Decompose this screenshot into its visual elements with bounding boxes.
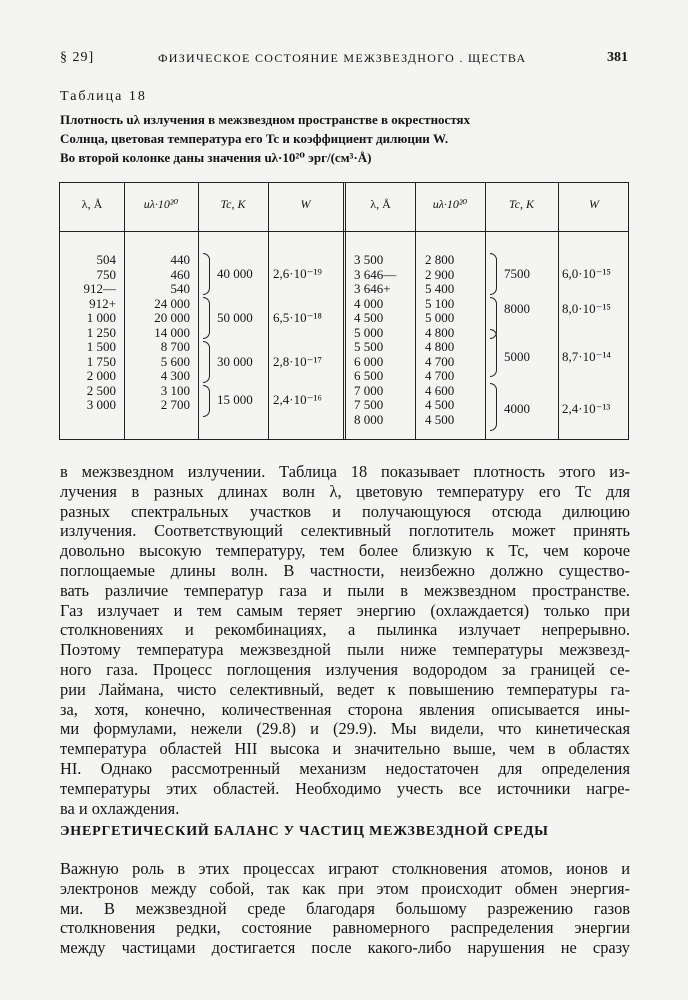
table-cell-u: 5 600: [160, 353, 190, 369]
table-cell-u: 460: [170, 266, 190, 282]
table-cell-lambda: 504: [96, 252, 116, 267]
table-cell-u: 4 800: [425, 324, 455, 340]
header-u: uλ·10²⁰: [432, 197, 468, 211]
text-line: столкновения редки, состояние равномерного распределения энергии: [60, 918, 630, 938]
table-cell-lambda: 3 500: [354, 252, 384, 267]
table-cell-lambda: 3 000: [86, 397, 116, 412]
left-lambda-column: [60, 253, 116, 413]
table-cell-u: 20 000: [154, 310, 190, 325]
table-cell-u: 2 900: [425, 266, 455, 282]
group-w: 2,6·10⁻¹⁹: [273, 266, 322, 281]
table-cell-lambda: 3 646+: [354, 281, 391, 296]
radiation-density-table: [59, 182, 629, 440]
header-tc: Tc, K: [220, 197, 246, 211]
section-heading: ЭНЕРГЕТИЧЕСКИЙ БАЛАНС У ЧАСТИЦ МЕЖЗВЕЗДНОЙ СРЕДЫ: [60, 824, 549, 839]
table-cell-lambda: 2 000: [86, 368, 116, 383]
body-paragraph-1: [60, 462, 630, 818]
text-line: в межзвездном излучении. Таблица 18 показывает плотность этого из-: [60, 462, 630, 481]
table-cell-u: 14 000: [154, 324, 190, 340]
group-brace: [203, 385, 210, 417]
group-tc: 4000: [504, 401, 530, 416]
table-cell-u: 4 300: [160, 368, 190, 383]
header-tc: Tc, K: [509, 197, 534, 211]
table-cell-u: 4 500: [425, 397, 455, 412]
col-divider-double: [343, 183, 346, 439]
table-cell-lambda: 4 000: [354, 295, 384, 311]
table-description-line: Солнца, цветовая температура его Tc и коэффициент дилюции W.: [60, 131, 449, 146]
group-brace: [203, 297, 210, 339]
group-tc: 30 000: [217, 354, 253, 369]
group-tc: 50 000: [217, 310, 253, 325]
table-cell-u: 5 400: [425, 281, 455, 296]
text-line: поглощаемые длины волн. В частности, неизбежно должно существо-: [60, 560, 630, 580]
col-divider: [485, 183, 486, 439]
text-line: HI. Однако рассмотренный механизм недостаточен для определения: [60, 758, 630, 778]
table-cell-u: 4 600: [425, 382, 455, 398]
group-w: 2,8·10⁻¹⁷: [273, 354, 322, 369]
left-u-column: [124, 253, 190, 413]
group-w: 8,7·10⁻¹⁴: [562, 349, 611, 364]
group-tc: 15 000: [217, 392, 253, 407]
text-line: температуры этих областей. Необходимо учесть все источники нагре-: [60, 778, 630, 798]
group-brace: [203, 253, 210, 295]
group-brace: [490, 329, 497, 377]
header-w: W: [589, 197, 599, 211]
table-cell-lambda: 4 500: [354, 310, 384, 325]
right-u-column: [425, 253, 485, 427]
col-divider: [268, 183, 269, 439]
text-line: лучения в разных длинах волн λ, цветовую температуру его Tc для: [60, 481, 630, 501]
group-brace: [203, 341, 210, 383]
table-cell-lambda: 7 000: [354, 382, 384, 398]
section-number: § 29]: [60, 50, 95, 65]
table-cell-lambda: 1 250: [86, 324, 116, 340]
table-cell-lambda: 1 000: [86, 310, 116, 325]
text-line: электронов между собой, так как при этом происходит обмен энергия-: [60, 878, 630, 898]
table-cell-lambda: 2 500: [86, 382, 116, 398]
header-w: W: [300, 197, 311, 211]
table-cell-u: 4 700: [425, 368, 455, 383]
table-cell-u: 3 100: [160, 382, 190, 398]
table-cell-u: 2 800: [425, 252, 455, 267]
group-tc: 5000: [504, 349, 530, 364]
group-w: 2,4·10⁻¹³: [562, 401, 611, 416]
table-description: [60, 110, 620, 167]
table-cell-lambda: 6 500: [354, 368, 384, 383]
header-lambda: λ, Å: [81, 197, 103, 211]
running-header: [60, 50, 628, 70]
text-line: ми формулами, нежели (29.8) и (29.9). Мы видели, что кинетическая: [60, 719, 630, 739]
group-brace: [490, 383, 497, 431]
table-description-line: Плотность uλ излучения в межзвездном пространстве в окрестностях: [60, 112, 471, 127]
table-caption: Таблица 18: [60, 89, 147, 104]
table-cell-u: 4 800: [425, 339, 455, 354]
text-line: между частицами достигается после какого-либо нарушения не сразу: [60, 938, 630, 958]
text-line: столкновениях и рекомбинациях, а пылинка излучает непрерывно.: [60, 620, 630, 640]
text-line: ми. В межзвездной среде благодаря большому разрежению газов: [60, 898, 630, 918]
text-line: разных спектральных участков и получающуюся отсюда дилюцию: [60, 501, 630, 521]
text-line: ва и охлаждения.: [60, 798, 180, 818]
text-line: ного газа. Процесс поглощения излучения водородом за границей се-: [60, 659, 630, 679]
text-line: довольно высокую температуру, тем более близкую к Tc, чем короче: [60, 541, 630, 561]
table-cell-u: 24 000: [154, 295, 190, 311]
table-cell-lambda: 3 646—: [354, 266, 397, 282]
text-line: излучения. Соответствующий селективный поглотитель может принять: [60, 521, 630, 541]
text-line: температура областей HII высока и значительно выше, чем в областях: [60, 739, 630, 759]
group-w: 2,4·10⁻¹⁶: [273, 392, 322, 407]
text-line: вать различие температур газа и пыли в межзвездном пространстве.: [60, 580, 630, 600]
table-cell-lambda: 7 500: [354, 397, 384, 412]
table-cell-lambda: 912—: [83, 281, 116, 296]
text-line: Важную роль в этих процессах играют столкновения атомов, ионов и: [60, 859, 630, 878]
group-w: 8,0·10⁻¹⁵: [562, 301, 611, 316]
table-cell-lambda: 912+: [89, 295, 116, 311]
text-line: Газ излучает и тем самым теряет энергию (охлаждается) только при: [60, 600, 630, 620]
table-cell-u: 4 700: [425, 353, 455, 369]
table-description-line: Во второй колонке даны значения uλ·10²⁰ эрг/(см³·Å): [60, 150, 372, 165]
running-title: ФИЗИЧЕСКОЕ СОСТОЯНИЕ МЕЖЗВЕЗДНОГО . ЩЕСТВА: [158, 51, 527, 65]
table-cell-lambda: 6 000: [354, 353, 384, 369]
table-cell-u: 4 500: [425, 411, 455, 427]
text-line: за, хотя, конечно, количественная сторона явления описывается ины-: [60, 699, 630, 719]
group-w: 6,5·10⁻¹⁸: [273, 310, 322, 325]
table-cell-lambda: 1 500: [86, 339, 116, 354]
text-line: Поэтому температура межзвездной пыли ниже температуры межзвезд-: [60, 640, 630, 660]
table-cell-u: 5 100: [425, 295, 455, 311]
group-brace: [490, 253, 497, 295]
table-cell-lambda: 750: [96, 266, 116, 282]
col-divider: [558, 183, 559, 439]
group-tc: 40 000: [217, 266, 253, 281]
right-lambda-column: [354, 253, 414, 427]
body-paragraph-2: [60, 859, 630, 958]
group-tc: 7500: [504, 266, 530, 281]
header-u: uλ·10²⁰: [143, 197, 179, 211]
table-cell-u: 5 000: [425, 310, 455, 325]
page-number: 381: [607, 50, 628, 65]
group-tc: 8000: [504, 301, 530, 316]
text-line: рии Лаймана, чисто селективный, ведет к повышению температуры га-: [60, 679, 630, 699]
col-divider: [415, 183, 416, 439]
col-divider: [198, 183, 199, 439]
table-cell-lambda: 1 750: [86, 353, 116, 369]
header-lambda: λ, Å: [370, 197, 391, 211]
table-cell-u: 440: [170, 252, 190, 267]
table-cell-u: 2 700: [160, 397, 190, 412]
table-cell-lambda: 5 000: [354, 324, 384, 340]
group-w: 6,0·10⁻¹⁵: [562, 266, 611, 281]
table-cell-lambda: 8 000: [354, 411, 384, 427]
table-cell-lambda: 5 500: [354, 339, 384, 354]
table-cell-u: 8 700: [160, 339, 190, 354]
table-cell-u: 540: [170, 281, 190, 296]
